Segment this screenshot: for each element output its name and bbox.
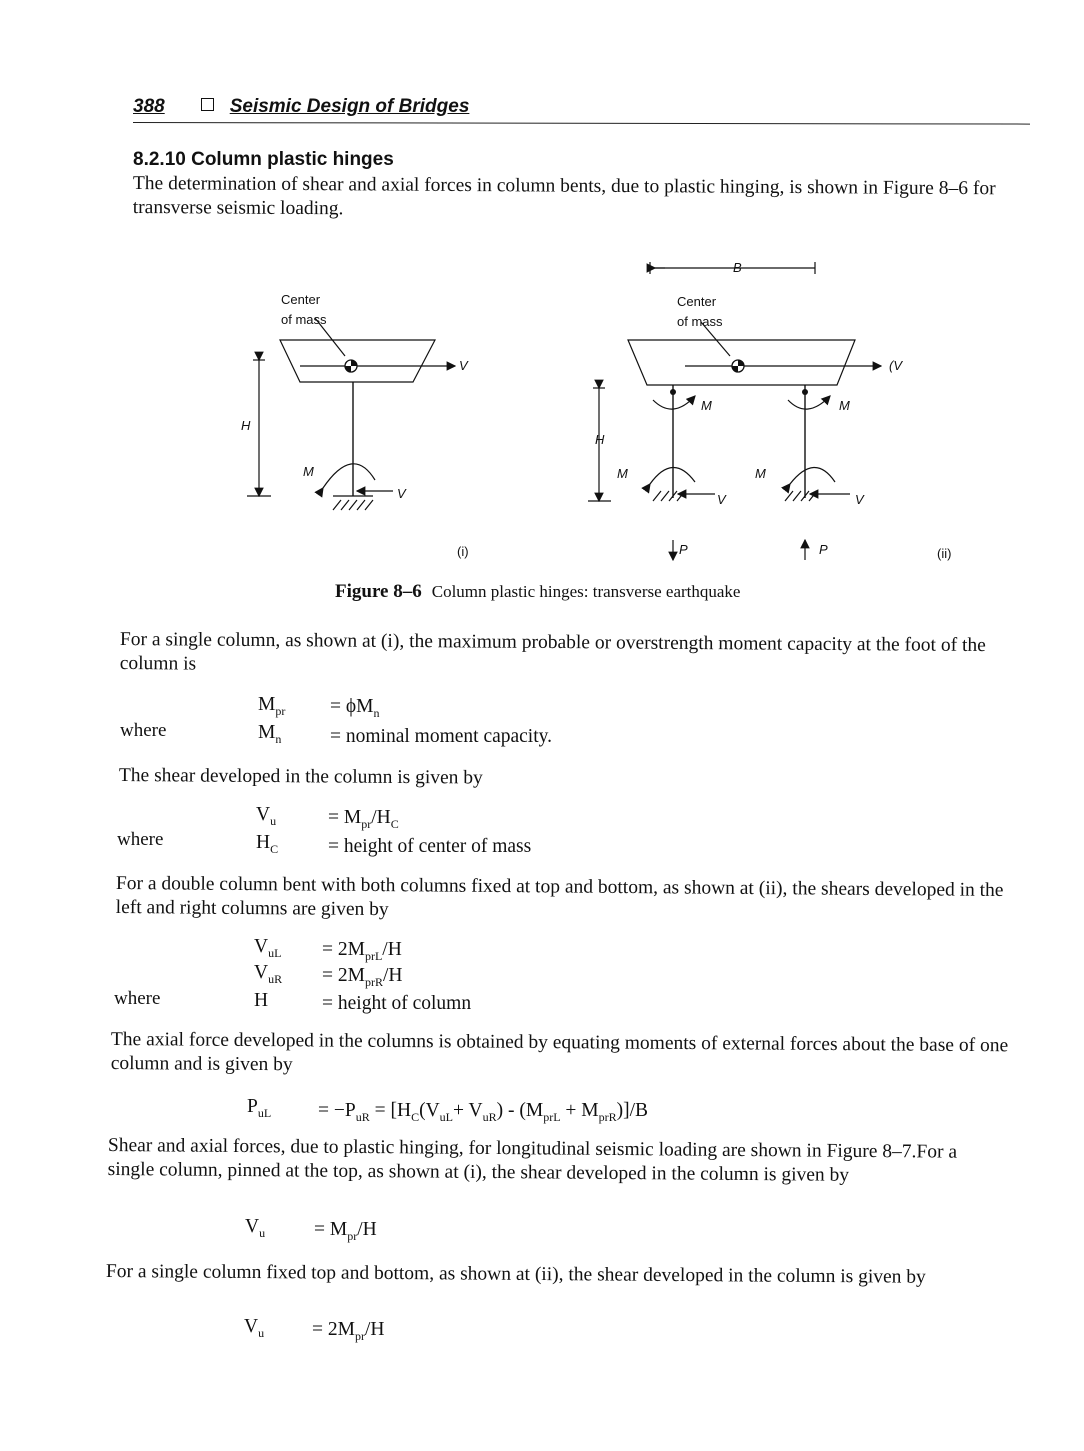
com-label-ii-2: of mass (677, 314, 723, 329)
figure-caption (335, 581, 740, 603)
eq-vu-rhs: = $M_{pr}/H_C$ (328, 807, 399, 831)
eq-vur-rhs: = $2M_{prR}/H$ (322, 965, 403, 989)
eq-vu2-lhs: $V_u$ (245, 1216, 266, 1240)
eq-mpr-lhs: $M_{pr}$ (258, 694, 286, 718)
longitudinal-paragraph: Shear and axial forces, due to plastic hinging, for longitudinal seismic loading are shown in Figure 8–7.For a single column, pinned at the top, as shown at (i), the shear developed in the column is given by (107, 1135, 958, 1186)
single-column-paragraph: For a single column, as shown at (i), the maximum probable or overstrength moment capacity at the foot of the column is (119, 629, 986, 675)
eq-pul-rhs: = $-P_{uR} = [H_C(V_{uL}+ V_{uR}) - (M_{prL} + M_{prR})]/B$ (318, 1100, 649, 1124)
eq-pul-lhs: $P_{uL}$ (247, 1096, 272, 1120)
eq-vur-lhs: $V_{uR}$ (254, 962, 283, 986)
figure-caption-text: Column plastic hinges: transverse earthquake (431, 582, 741, 601)
double-column-paragraph: For a double column bent with both columns fixed at top and bottom, as shown at (ii), the shears developed in the left and right columns are given by (115, 872, 1004, 921)
deck-i (280, 340, 435, 382)
eq-vu3-rhs: = $2M_{pr}/H$ (312, 1319, 385, 1343)
eq-h-rhs: = height of column (322, 993, 472, 1014)
com-label-i-2: of mass (281, 312, 327, 327)
vur-label: V (855, 492, 864, 507)
header-box-icon (201, 98, 214, 111)
mprr-top-label: M (839, 398, 850, 413)
mprl-top-label: M (701, 398, 712, 413)
running-header (133, 96, 469, 118)
where-label-1: where (120, 720, 167, 741)
eq-hc-lhs: $H_C$ (256, 832, 279, 856)
eq-vul-rhs: = $2M_{prL}/H$ (322, 939, 402, 963)
figure-label: Figure 8–6 (335, 581, 422, 602)
header-rule (133, 122, 1030, 125)
book-title: Seismic Design of Bridges (229, 96, 470, 117)
vu-label: V (397, 486, 406, 501)
eq-vul-lhs: $V_{uL}$ (254, 936, 282, 960)
eq-vu2-rhs: = $M_{pr}/H$ (314, 1219, 377, 1243)
mprl-bottom-label: M (617, 466, 628, 481)
intro-paragraph: The determination of shear and axial forces in column bents, due to plastic hinging, is shown in Figure 8–6 for transverse seismic loading. (132, 172, 996, 220)
eq-vu3-lhs: $V_u$ (244, 1316, 265, 1340)
panel-i-label: (i) (457, 544, 469, 559)
b-label: B (733, 260, 742, 275)
page-number: 388 (133, 96, 165, 117)
figure-8-6 (225, 248, 985, 578)
com-label-i-1: Center (281, 292, 321, 307)
shear-paragraph: The shear developed in the column is given by (118, 765, 483, 789)
section-heading (133, 149, 394, 171)
panel-ii-label: (ii) (937, 546, 952, 561)
eq-vu-lhs: $V_u$ (256, 804, 277, 828)
where-label-3: where (114, 988, 161, 1009)
vul-label: V (717, 492, 726, 507)
mpr-label: M (303, 464, 314, 479)
pul-label: P (679, 542, 688, 557)
eq-h-lhs: H (254, 990, 269, 1011)
vul-vur-label: (V (889, 358, 902, 373)
axial-paragraph: The axial force developed in the columns is obtained by equating moments of external forces about the base of one column and is given by (110, 1029, 1009, 1076)
section-title: Column plastic hinges (191, 149, 394, 170)
mprr-bottom-label: M (755, 466, 766, 481)
pur-label: P (819, 542, 828, 557)
eq-mn-lhs: $M_n$ (258, 722, 282, 746)
com-label-ii-1: Center (677, 294, 717, 309)
fixed-both-paragraph: For a single column fixed top and bottom, as shown at (ii), the shear developed in the column is given by (105, 1261, 926, 1288)
h-label: H (595, 432, 605, 447)
hc-label: H (241, 418, 251, 433)
where-label-2: where (117, 829, 164, 850)
vu-top-label: V (459, 358, 468, 373)
eq-mpr-rhs: = $\phi M_n$ (330, 696, 380, 720)
eq-hc-rhs: = height of center of mass (328, 836, 532, 857)
eq-mn-rhs: = nominal moment capacity. (330, 726, 553, 747)
section-number: 8.2.10 (133, 149, 186, 170)
